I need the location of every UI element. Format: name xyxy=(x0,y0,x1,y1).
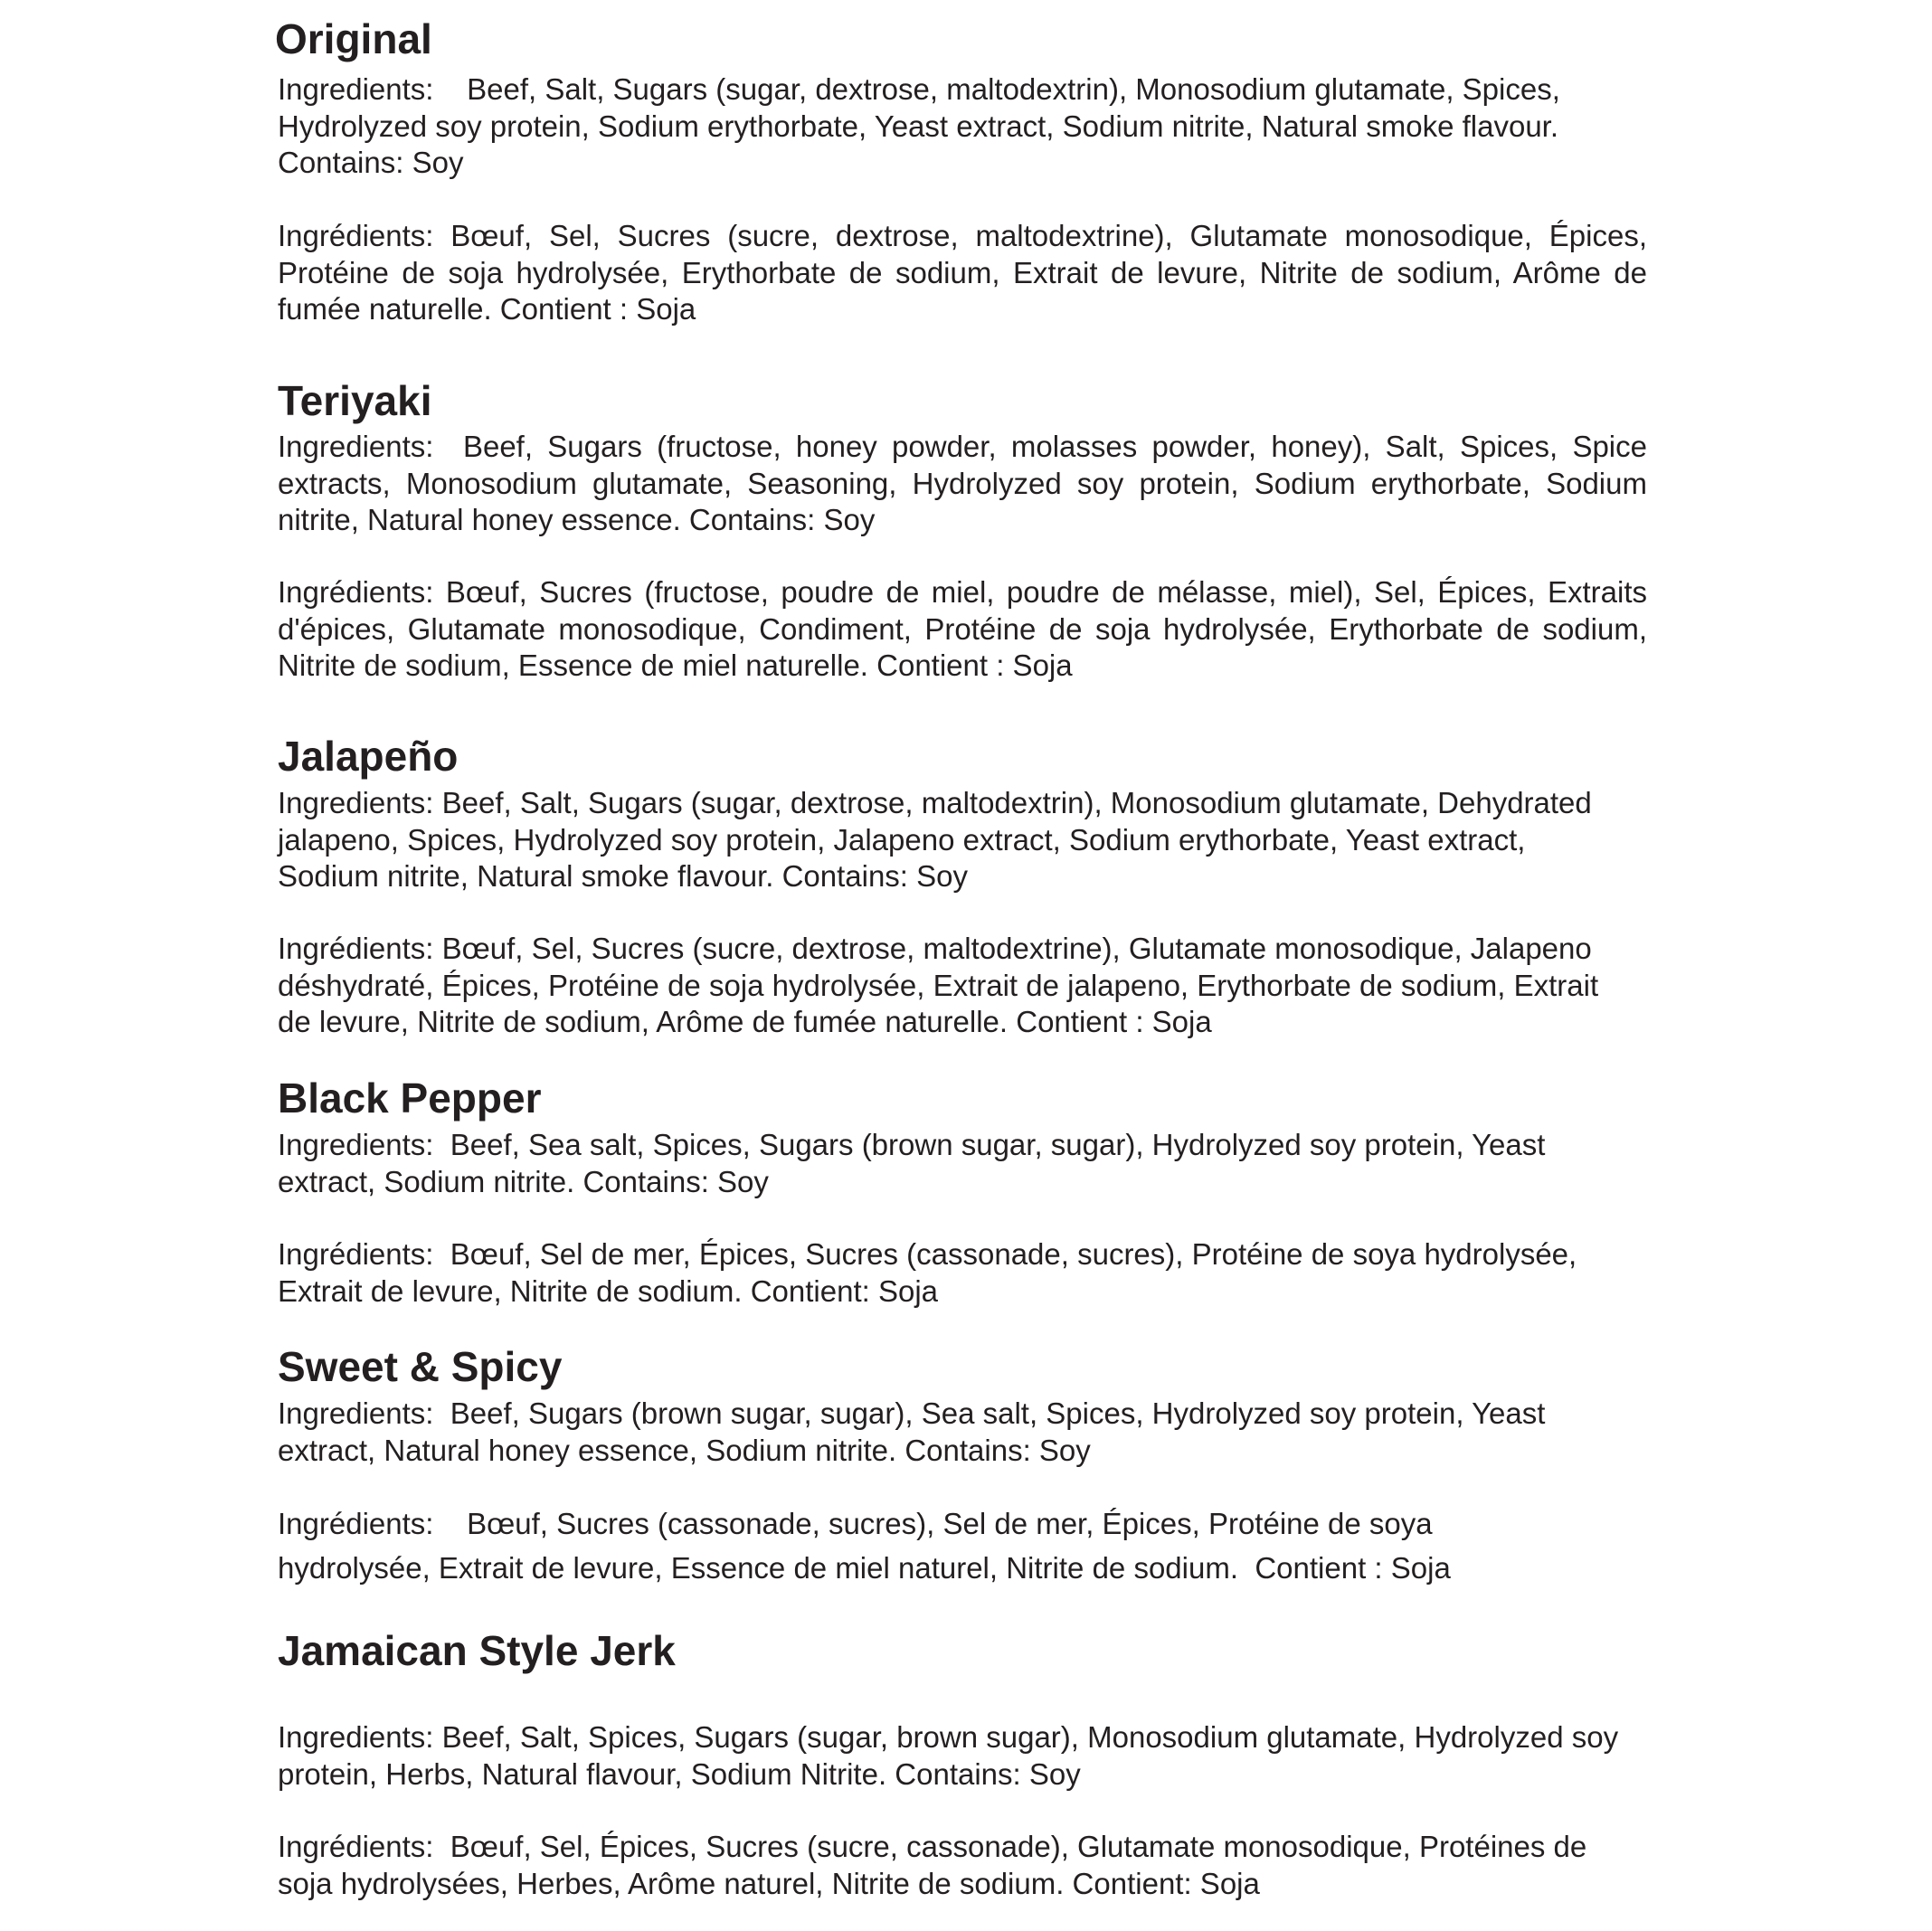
section-title-black-pepper: Black Pepper xyxy=(278,1074,542,1122)
ingredients-english-sweet-spicy: Ingredients: Beef, Sugars (brown sugar, sugar), Sea salt, Spices, Hydrolyzed soy protein, Yeast extract, Natural honey essence, Sodium nitrite. Contains: Soy xyxy=(278,1396,1546,1467)
ingredients-english-jamaican-style-jerk: Ingredients: Beef, Salt, Spices, Sugars (sugar, brown sugar), Monosodium glutamate, Hydrolyzed soy protein, Herbs, Natural flavour, Sodium Nitrite. Contains: Soy xyxy=(278,1720,1619,1791)
ingredients-french-sweet-spicy: Ingrédients: Bœuf, Sucres (cassonade, sucres), Sel de mer, Épices, Protéine de soya hydrolysée, Extrait de levure, Essence de miel naturel, Nitrite de sodium. Contient : Soja xyxy=(278,1507,1451,1585)
section-title-jamaican-style-jerk: Jamaican Style Jerk xyxy=(278,1627,676,1674)
ingredients-french-teriyaki: Ingrédients: Bœuf, Sucres (fructose, poudre de miel, poudre de mélasse, miel), Sel, Épices, Extraits d'épices, Glutamate monosodique, Condiment, Protéine de soja hydrolysée, Erythorbate de sodium, Nitrite de sodium, Essence de miel naturelle. Contient : Soja xyxy=(278,575,1647,682)
ingredients-english-black-pepper: Ingredients: Beef, Sea salt, Spices, Sugars (brown sugar, sugar), Hydrolyzed soy protein, Yeast extract, Sodium nitrite. Contains: Soy xyxy=(278,1128,1546,1198)
ingredients-french-jalapeno: Ingrédients: Bœuf, Sel, Sucres (sucre, dextrose, maltodextrine), Glutamate monosodique, Jalapeno déshydraté, Épices, Protéine de soja hydrolysée, Extrait de jalapeno, Erythorbate de sodium, Extrait de levure, Nitrite de sodium, Arôme de fumée naturelle. Contient : Soja xyxy=(278,932,1599,1038)
ingredients-french-original: Ingrédients: Bœuf, Sel, Sucres (sucre, dextrose, maltodextrine), Glutamate monosodique, Épices, Protéine de soja hydrolysée, Erythorbate de sodium, Extrait de levure, Nitrite de sodium, Arôme de fumée naturelle. Contient : Soja xyxy=(278,219,1647,326)
ingredients-english-original: Ingredients: Beef, Salt, Sugars (sugar, dextrose, maltodextrin), Monosodium glutamate, Spices, Hydrolyzed soy protein, Sodium erythorbate, Yeast extract, Sodium nitrite, Natural smoke flavour. Contains: Soy xyxy=(278,72,1560,179)
ingredients-french-jamaican-style-jerk: Ingrédients: Bœuf, Sel, Épices, Sucres (sucre, cassonade), Glutamate monosodique, Protéines de soja hydrolysées, Herbes, Arôme naturel, Nitrite de sodium. Contient: Soja xyxy=(278,1830,1587,1900)
section-title-teriyaki: Teriyaki xyxy=(278,377,432,424)
section-title-original: Original xyxy=(275,15,432,62)
section-title-sweet-spicy: Sweet & Spicy xyxy=(278,1343,563,1390)
ingredients-english-jalapeno: Ingredients: Beef, Salt, Sugars (sugar, dextrose, maltodextrin), Monosodium glutamate, Dehydrated jalapeno, Spices, Hydrolyzed soy protein, Jalapeno extract, Sodium erythorbate, Yeast extract, Sodium nitrite, Natural smoke flavour. Contains: Soy xyxy=(278,786,1592,893)
ingredients-english-teriyaki: Ingredients: Beef, Sugars (fructose, honey powder, molasses powder, honey), Salt, Spices, Spice extracts, Monosodium glutamate, Seasoning, Hydrolyzed soy protein, Sodium erythorbate, Sodium nitrite, Natural honey essence. Contains: Soy xyxy=(278,430,1647,536)
ingredients-french-black-pepper: Ingrédients: Bœuf, Sel de mer, Épices, Sucres (cassonade, sucres), Protéine de soya hydrolysée, Extrait de levure, Nitrite de sodium. Contient: Soja xyxy=(278,1237,1577,1308)
section-title-jalapeno: Jalapeño xyxy=(278,733,459,780)
